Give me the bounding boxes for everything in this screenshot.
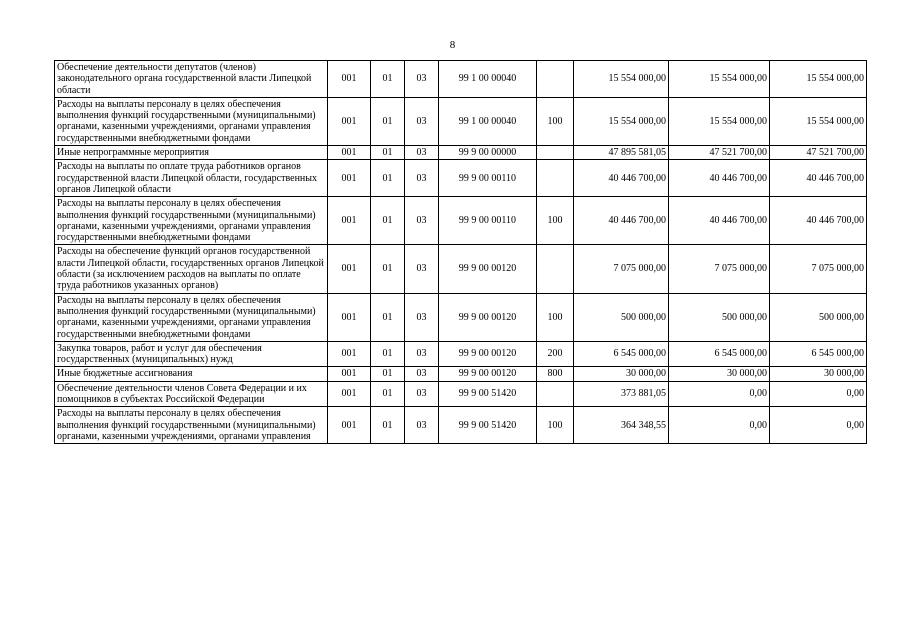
expense-name-cell: Обеспечение деятельности членов Совета Федерации и их помощников в субъектах Российской Федерации	[55, 381, 328, 407]
table-row	[55, 245, 867, 293]
amount-year1-cell: 40 446 700,00	[574, 197, 669, 245]
target-article-cell: 99 9 00 51420	[439, 381, 537, 407]
subsection-code-cell: 03	[405, 381, 439, 407]
expense-name-cell: Расходы на выплаты персоналу в целях обеспечения выполнения функций государственными (муниципальными) органами, казенными учреждениями, органами управления государственными внебюджетными фондами	[55, 293, 328, 341]
subsection-code-cell: 03	[405, 160, 439, 197]
section-code-cell: 01	[371, 381, 405, 407]
amount-year3-cell: 15 554 000,00	[770, 97, 867, 145]
expense-type-cell: 800	[537, 367, 574, 381]
expense-type-cell	[537, 381, 574, 407]
table-row	[55, 381, 867, 407]
amount-year1-cell: 500 000,00	[574, 293, 669, 341]
amount-year3-cell: 40 446 700,00	[770, 160, 867, 197]
amount-year2-cell: 6 545 000,00	[669, 341, 770, 367]
amount-year1-cell: 30 000,00	[574, 367, 669, 381]
amount-year3-cell: 0,00	[770, 407, 867, 444]
amount-year2-cell: 7 075 000,00	[669, 245, 770, 293]
amount-year2-cell: 30 000,00	[669, 367, 770, 381]
amount-year1-cell: 6 545 000,00	[574, 341, 669, 367]
table-row	[55, 367, 867, 381]
expense-name-cell: Иные бюджетные ассигнования	[55, 367, 328, 381]
expense-name-cell: Расходы на выплаты персоналу в целях обеспечения выполнения функций государственными (муниципальными) органами, казенными учреждениями, органами управления	[55, 407, 328, 444]
table-row	[55, 407, 867, 444]
grbs-code-cell: 001	[328, 367, 371, 381]
grbs-code-cell: 001	[328, 97, 371, 145]
amount-year3-cell: 30 000,00	[770, 367, 867, 381]
amount-year1-cell: 40 446 700,00	[574, 160, 669, 197]
amount-year2-cell: 0,00	[669, 407, 770, 444]
grbs-code-cell: 001	[328, 341, 371, 367]
target-article-cell: 99 9 00 00120	[439, 293, 537, 341]
amount-year3-cell: 6 545 000,00	[770, 341, 867, 367]
amount-year1-cell: 373 881,05	[574, 381, 669, 407]
expense-type-cell: 200	[537, 341, 574, 367]
amount-year2-cell: 15 554 000,00	[669, 61, 770, 98]
subsection-code-cell: 03	[405, 341, 439, 367]
table-row	[55, 293, 867, 341]
amount-year3-cell: 0,00	[770, 381, 867, 407]
expense-name-cell: Расходы на обеспечение функций органов государственной власти Липецкой области, государственных органов Липецкой области (за исключением расходов на выплаты по оплате труда работников указанных органов)	[55, 245, 328, 293]
target-article-cell: 99 9 00 00120	[439, 245, 537, 293]
section-code-cell: 01	[371, 61, 405, 98]
subsection-code-cell: 03	[405, 293, 439, 341]
amount-year1-cell: 364 348,55	[574, 407, 669, 444]
target-article-cell: 99 1 00 00040	[439, 61, 537, 98]
page-number: 8	[449, 39, 456, 51]
expense-name-cell: Расходы на выплаты персоналу в целях обеспечения выполнения функций государственными (муниципальными) органами, казенными учреждениями, органами управления государственными внебюджетными фондами	[55, 97, 328, 145]
grbs-code-cell: 001	[328, 381, 371, 407]
amount-year3-cell: 500 000,00	[770, 293, 867, 341]
target-article-cell: 99 9 00 00120	[439, 341, 537, 367]
amount-year3-cell: 40 446 700,00	[770, 197, 867, 245]
expense-name-cell: Расходы на выплаты персоналу в целях обеспечения выполнения функций государственными (муниципальными) органами, казенными учреждениями, органами управления государственными внебюджетными фондами	[55, 197, 328, 245]
expense-name-cell: Закупка товаров, работ и услуг для обеспечения государственных (муниципальных) нужд	[55, 341, 328, 367]
amount-year3-cell: 47 521 700,00	[770, 146, 867, 160]
amount-year3-cell: 15 554 000,00	[770, 61, 867, 98]
amount-year2-cell: 15 554 000,00	[669, 97, 770, 145]
table-row	[55, 97, 867, 145]
amount-year2-cell: 47 521 700,00	[669, 146, 770, 160]
expense-type-cell	[537, 160, 574, 197]
amount-year1-cell: 15 554 000,00	[574, 97, 669, 145]
expense-name-cell: Иные непрограммные мероприятия	[55, 146, 328, 160]
section-code-cell: 01	[371, 367, 405, 381]
expense-type-cell: 100	[537, 407, 574, 444]
table-row	[55, 146, 867, 160]
expense-name-cell: Обеспечение деятельности депутатов (членов) законодательного органа государственной власти Липецкой области	[55, 61, 328, 98]
expense-type-cell: 100	[537, 197, 574, 245]
amount-year2-cell: 500 000,00	[669, 293, 770, 341]
budget-table	[54, 60, 867, 444]
amount-year2-cell: 0,00	[669, 381, 770, 407]
section-code-cell: 01	[371, 245, 405, 293]
target-article-cell: 99 9 00 00110	[439, 197, 537, 245]
target-article-cell: 99 9 00 00000	[439, 146, 537, 160]
table-row	[55, 197, 867, 245]
target-article-cell: 99 9 00 00120	[439, 367, 537, 381]
table-row	[55, 160, 867, 197]
section-code-cell: 01	[371, 293, 405, 341]
section-code-cell: 01	[371, 146, 405, 160]
grbs-code-cell: 001	[328, 293, 371, 341]
amount-year1-cell: 15 554 000,00	[574, 61, 669, 98]
amount-year2-cell: 40 446 700,00	[669, 160, 770, 197]
grbs-code-cell: 001	[328, 407, 371, 444]
subsection-code-cell: 03	[405, 407, 439, 444]
section-code-cell: 01	[371, 197, 405, 245]
amount-year1-cell: 47 895 581,05	[574, 146, 669, 160]
grbs-code-cell: 001	[328, 146, 371, 160]
subsection-code-cell: 03	[405, 197, 439, 245]
section-code-cell: 01	[371, 407, 405, 444]
grbs-code-cell: 001	[328, 61, 371, 98]
expense-type-cell	[537, 61, 574, 98]
table-row	[55, 61, 867, 98]
expense-type-cell	[537, 245, 574, 293]
target-article-cell: 99 9 00 51420	[439, 407, 537, 444]
amount-year1-cell: 7 075 000,00	[574, 245, 669, 293]
subsection-code-cell: 03	[405, 367, 439, 381]
section-code-cell: 01	[371, 97, 405, 145]
grbs-code-cell: 001	[328, 197, 371, 245]
section-code-cell: 01	[371, 160, 405, 197]
expense-type-cell: 100	[537, 97, 574, 145]
target-article-cell: 99 9 00 00110	[439, 160, 537, 197]
amount-year2-cell: 40 446 700,00	[669, 197, 770, 245]
subsection-code-cell: 03	[405, 245, 439, 293]
expense-type-cell: 100	[537, 293, 574, 341]
amount-year3-cell: 7 075 000,00	[770, 245, 867, 293]
grbs-code-cell: 001	[328, 245, 371, 293]
target-article-cell: 99 1 00 00040	[439, 97, 537, 145]
expense-name-cell: Расходы на выплаты по оплате труда работников органов государственной власти Липецкой области, государственных органов Липецкой области	[55, 160, 328, 197]
grbs-code-cell: 001	[328, 160, 371, 197]
subsection-code-cell: 03	[405, 97, 439, 145]
expense-type-cell	[537, 146, 574, 160]
subsection-code-cell: 03	[405, 146, 439, 160]
table-row	[55, 341, 867, 367]
subsection-code-cell: 03	[405, 61, 439, 98]
section-code-cell: 01	[371, 341, 405, 367]
